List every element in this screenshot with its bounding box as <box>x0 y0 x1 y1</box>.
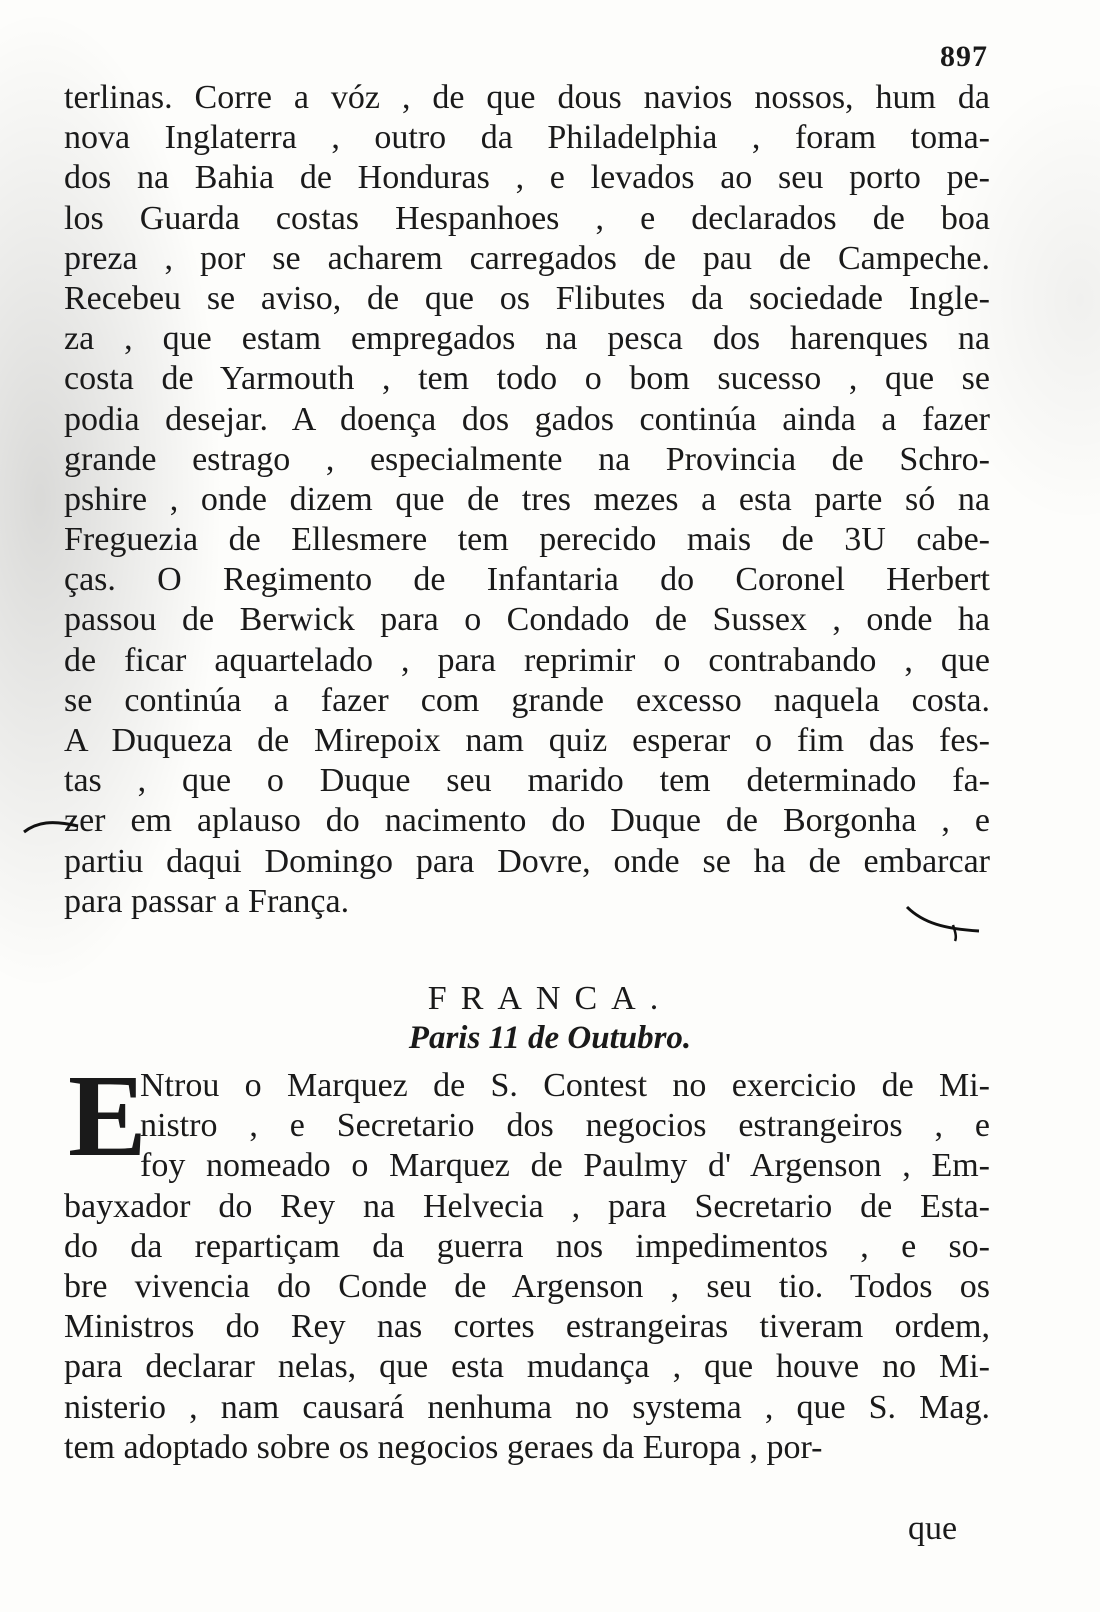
paragraph1-line: tas , que o Duque seu marido tem determinado fa- <box>64 762 990 800</box>
paragraph1-line: para passar a França. <box>64 882 350 920</box>
paragraph2-line: bayxador do Rey na Helvecia , para Secretario de Esta- <box>64 1187 990 1225</box>
ink-flourish-mark <box>905 895 985 945</box>
paragraph1-line: nova Inglaterra , outro da Philadelphia , foram toma- <box>64 119 990 157</box>
paragraph2-line: foy nomeado o Marquez de Paulmy d' Argenson , Em- <box>140 1147 990 1185</box>
section-heading: FRANCA. <box>427 980 673 1017</box>
paragraph-england-news <box>64 78 990 922</box>
page-number: 897 <box>940 40 988 73</box>
paragraph1-line: podia desejar. A doença dos gados continúa ainda a fazer <box>64 400 990 438</box>
section-dateline: Paris 11 de Outubro. <box>408 1020 692 1056</box>
paragraph1-line: passou de Berwick para o Condado de Sussex , onde ha <box>64 601 990 639</box>
catchword: que <box>908 1510 958 1547</box>
paragraph2-line: nistro , e Secretario dos negocios estrangeiros , e <box>140 1107 990 1145</box>
paragraph2-line: tem adoptado sobre os negocios geraes da Europa , por- <box>64 1428 823 1466</box>
paragraph1-line: costa de Yarmouth , tem todo o bom sucesso , que se <box>64 360 990 398</box>
paragraph2-line: para declarar nelas, que esta mudança , que houve no Mi- <box>64 1348 990 1386</box>
paragraph1-line: grande estrago , especialmente na Provincia de Schro- <box>64 440 990 478</box>
paragraph2-line: Ministros do Rey nas cortes estrangeiras tiveram ordem, <box>64 1308 990 1346</box>
paragraph1-line: de ficar aquartelado , para reprimir o contrabando , que <box>64 641 990 679</box>
ink-strike-mark <box>22 812 82 842</box>
paragraph2-line: do da repartiçam da guerra nos impedimentos , e so- <box>64 1227 990 1265</box>
paragraph1-line: se continúa a fazer com grande excesso naquela costa. <box>64 681 990 719</box>
paragraph1-line: A Duqueza de Mirepoix nam quiz esperar o fim das fes- <box>64 722 990 759</box>
paragraph1-line: terlinas. Corre a vóz , de que dous navios nossos, hum da <box>64 79 990 116</box>
paragraph2-line: bre vivencia do Conde de Argenson , seu tio. Todos os <box>64 1267 990 1305</box>
paragraph1-line: Recebeu se aviso, de que os Flibutes da sociedade Ingle- <box>64 279 990 317</box>
paragraph2-line: Ntrou o Marquez de S. Contest no exercicio de Mi- <box>140 1067 990 1104</box>
paragraph1-line: dos na Bahia de Honduras , e levados ao seu porto pe- <box>64 159 990 197</box>
paragraph1-line: Freguezia de Ellesmere tem perecido mais de 3U cabe- <box>64 521 990 559</box>
paragraph1-line: preza , por se acharem carregados de pau de Campeche. <box>64 239 990 277</box>
paragraph1-line: ças. O Regimento de Infantaria do Coronel Herbert <box>64 561 990 599</box>
paragraph1-line: los Guarda costas Hespanhoes , e declarados de boa <box>64 199 990 237</box>
paragraph1-line: zer em aplauso do nacimento do Duque de Borgonha , e <box>64 802 990 840</box>
paragraph1-line: partiu daqui Domingo para Dovre, onde se ha de embarcar <box>64 842 990 880</box>
paragraph2-line: nisterio , nam causará nenhuma no systema , que S. Mag. <box>64 1388 990 1426</box>
drop-capital: E <box>68 1050 147 1181</box>
paragraph-france-news <box>64 1050 990 1468</box>
paragraph1-line: za , que estam empregados na pesca dos harenques na <box>64 320 990 358</box>
paragraph1-line: pshire , onde dizem que de tres mezes a esta parte só na <box>64 480 990 518</box>
